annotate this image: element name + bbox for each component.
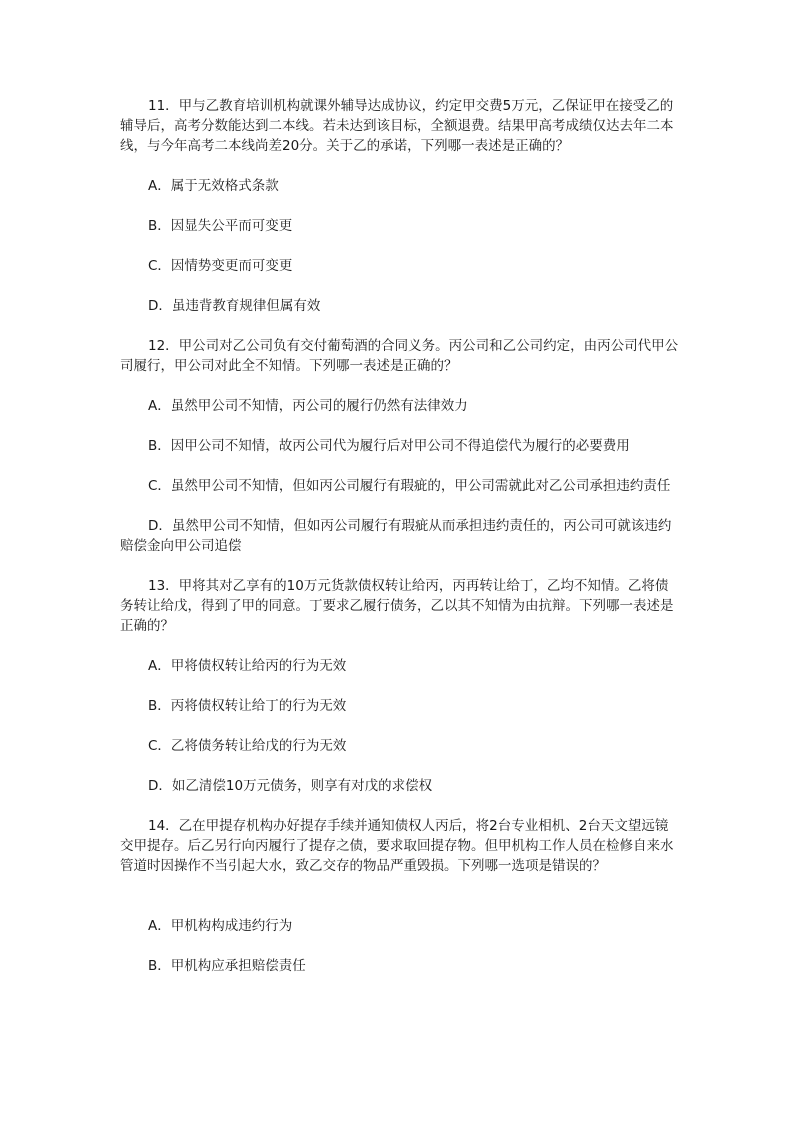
- option-b: B．因显失公平而可变更: [148, 218, 293, 234]
- option-d: D．虽违背教育规律但属有效: [148, 298, 321, 314]
- option-a: A．甲机构构成违约行为: [148, 918, 293, 934]
- question-stem: 12．甲公司对乙公司负有交付葡萄酒的合同义务。丙公司和乙公司约定，由丙公司代甲公司履行，甲公司对此全不知情。下列哪一表述是正确的？: [120, 338, 679, 374]
- option-c: C．虽然甲公司不知情，但如丙公司履行有瑕疵的，甲公司需就此对乙公司承担违约责任: [148, 478, 671, 494]
- option-c: C．乙将债务转让给戊的行为无效: [148, 738, 347, 754]
- question-stem: 13．甲将其对乙享有的10万元货款债权转让给丙，丙再转让给丁，乙均不知情。乙将债务转让给戊，得到了甲的同意。丁要求乙履行债务，乙以其不知情为由抗辩。下列哪一表述是正确的？: [120, 578, 674, 634]
- option-a: A．甲将债权转让给丙的行为无效: [148, 658, 347, 674]
- option-c: C．因情势变更而可变更: [148, 258, 293, 274]
- option-d: D．如乙清偿10万元债务，则享有对戊的求偿权: [148, 778, 433, 794]
- question-12: [120, 336, 680, 556]
- option-a: A．属于无效格式条款: [148, 178, 279, 194]
- question-13: [120, 576, 680, 796]
- question-stem: 11．甲与乙教育培训机构就课外辅导达成协议，约定甲交费5万元，乙保证甲在接受乙的辅导后，高考分数能达到二本线。若未达到该目标，全额退费。结果甲高考成绩仅达去年二本线，与今年高考二本线尚差20分。关于乙的承诺，下列哪一表述是正确的？: [120, 98, 674, 154]
- option-a: A．虽然甲公司不知情，丙公司的履行仍然有法律效力: [148, 398, 468, 414]
- option-b: B．因甲公司不知情，故丙公司代为履行后对甲公司不得追偿代为履行的必要费用: [148, 438, 630, 454]
- option-d: D．虽然甲公司不知情，但如丙公司履行有瑕疵从而承担违约责任的，丙公司可就该违约赔偿金向甲公司追偿: [120, 518, 672, 554]
- question-14: [120, 816, 680, 976]
- document-page: [120, 96, 680, 996]
- option-b: B．甲机构应承担赔偿责任: [148, 958, 306, 974]
- option-b: B．丙将债权转让给丁的行为无效: [148, 698, 347, 714]
- question-11: [120, 96, 680, 316]
- question-stem: 14．乙在甲提存机构办好提存手续并通知债权人丙后，将2台专业相机、2台天文望远镜交甲提存。后乙另行向丙履行了提存之债，要求取回提存物。但甲机构工作人员在检修自来水管道时因操作不当引起大水，致乙交存的物品严重毁损。下列哪一选项是错误的？: [120, 818, 674, 874]
